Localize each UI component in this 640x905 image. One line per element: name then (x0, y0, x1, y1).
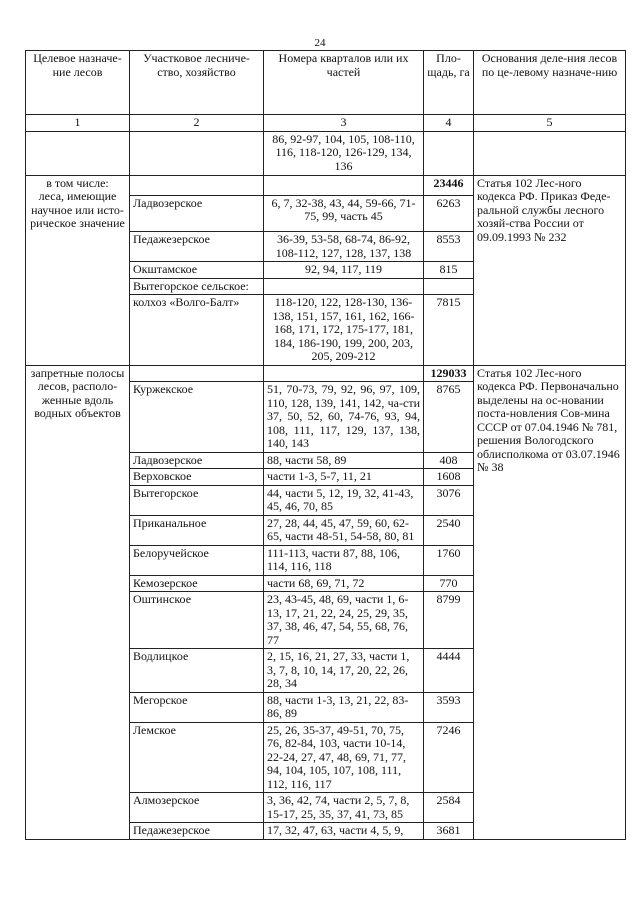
area: 3681 (424, 823, 474, 840)
header-forestry: Участковое лесниче-ство, хозяйство (130, 51, 264, 115)
area: 1608 (424, 469, 474, 486)
column-number: 2 (130, 115, 264, 132)
forestry-name: Белоручейское (130, 545, 264, 575)
column-number: 5 (474, 115, 626, 132)
quarters: 25, 26, 35-37, 49-51, 70, 75, 76, 82-84, 103, части 10-14, 22-24, 27, 47, 48, 69, 71, 77, 94, 104, 105, 107, 108, 111, 112, 116, 117 (264, 722, 424, 793)
quarters: 118-120, 122, 128-130, 136-138, 151, 157, 161, 162, 166-168, 171, 172, 175-177, 181, 184, 186-190, 199, 200, 203, 205, 209-212 (264, 295, 424, 366)
area: 3593 (424, 692, 474, 722)
area: 6263 (424, 195, 474, 231)
header-purpose: Целевое назначе-ние лесов (26, 51, 130, 115)
quarters: 2, 15, 16, 21, 27, 33, части 1, 3, 7, 8, 10, 14, 17, 20, 22, 26, 28, 34 (264, 649, 424, 693)
forestry-name: Вытегорское (130, 485, 264, 515)
area: 815 (424, 262, 474, 279)
section1-purpose: леса, имеющие научное или исто-рическое значение (30, 189, 125, 230)
header-basis: Основания деле-ния лесов по це-левому назначе-нию (474, 51, 626, 115)
area: 408 (424, 452, 474, 469)
column-number: 1 (26, 115, 130, 132)
including-label: в том числе: (46, 175, 109, 190)
forestry-name: Куржекское (130, 382, 264, 453)
area: 2584 (424, 793, 474, 823)
continued-quarters: 86, 92-97, 104, 105, 108-110, 116, 118-120, 126-129, 134, 136 (264, 131, 424, 175)
column-number: 4 (424, 115, 474, 132)
quarters: 111-113, части 87, 88, 106, 114, 116, 118 (264, 545, 424, 575)
quarters: 23, 43-45, 48, 69, части 1, 6-13, 17, 21, 22, 24, 25, 29, 35, 37, 38, 46, 47, 54, 55, 68, 76, 77 (264, 592, 424, 649)
quarters: 44, части 5, 12, 19, 32, 41-43, 45, 46, 70, 85 (264, 485, 424, 515)
forestry-name: Приканальное (130, 515, 264, 545)
forest-purpose-table (25, 50, 626, 840)
area: 4444 (424, 649, 474, 693)
forestry-name: Педажезерское (130, 823, 264, 840)
quarters: 3, 36, 42, 74, части 2, 5, 7, 8, 15-17, 25, 35, 37, 41, 73, 85 (264, 793, 424, 823)
forestry-name: Вытегорское сельское: (130, 278, 264, 295)
area: 8799 (424, 592, 474, 649)
forestry-name: Оштинское (130, 592, 264, 649)
forestry-name: Ладвозерское (130, 452, 264, 469)
section2-total: 129033 (424, 365, 474, 382)
quarters: части 1-3, 5-7, 11, 21 (264, 469, 424, 486)
quarters: 17, 32, 47, 63, части 4, 5, 9, (264, 823, 424, 840)
forestry-name: Алмозерское (130, 793, 264, 823)
column-number: 3 (264, 115, 424, 132)
section1-total-row (26, 175, 626, 195)
quarters: 88, части 1-3, 13, 21, 22, 83-86, 89 (264, 692, 424, 722)
column-number-row (26, 115, 626, 132)
page-number: 24 (314, 37, 326, 49)
forestry-name: Лемское (130, 722, 264, 793)
section2-total-row (26, 365, 626, 382)
header-quarters: Номера кварталов или их частей (264, 51, 424, 115)
area: 7246 (424, 722, 474, 793)
quarters: 92, 94, 117, 119 (264, 262, 424, 279)
area (424, 278, 474, 295)
forestry-name: Окштамское (130, 262, 264, 279)
area: 1760 (424, 545, 474, 575)
quarters: 88, части 58, 89 (264, 452, 424, 469)
forestry-name: колхоз «Волго-Балт» (130, 295, 264, 366)
forestry-name: Ладвозерское (130, 195, 264, 231)
quarters: 36-39, 53-58, 68-74, 86-92, 108-112, 127, 128, 137, 138 (264, 232, 424, 262)
forestry-name: Водлицкое (130, 649, 264, 693)
area: 3076 (424, 485, 474, 515)
section2-purpose: запретные полосы лесов, располо-женные вдоль водных объектов (26, 365, 130, 839)
section2-basis: Статья 102 Лес-ного кодекса РФ. Первоначально выделены на ос-новании поста-новления Сов-мина СССР от 07.04.1946 № 781, решения Вологодского облисполкома от 03.07.1946 № 38 (474, 365, 626, 839)
forestry-name: Кемозерское (130, 575, 264, 592)
forestry-name: Мегорское (130, 692, 264, 722)
forestry-name: Верховское (130, 469, 264, 486)
section1-basis: Статья 102 Лес-ного кодекса РФ. Приказ Феде-ральной службы лесного хозяй-ства России от 09.09.1993 № 232 (474, 175, 626, 365)
forestry-name: Педажезерское (130, 232, 264, 262)
quarters: 51, 70-73, 79, 92, 96, 97, 109, 110, 128, 139, 141, 142, ча-сти 37, 50, 52, 60, 74-76, 93, 94, 108, 111, 117, 129, 137, 138, 140, 143 (264, 382, 424, 453)
area: 770 (424, 575, 474, 592)
area: 7815 (424, 295, 474, 366)
section1-total: 23446 (424, 175, 474, 195)
quarters: 6, 7, 32-38, 43, 44, 59-66, 71-75, 99, часть 45 (264, 195, 424, 231)
area: 2540 (424, 515, 474, 545)
quarters: части 68, 69, 71, 72 (264, 575, 424, 592)
header-row (26, 51, 626, 115)
quarters (264, 278, 424, 295)
continuation-row (26, 131, 626, 175)
header-area: Пло-щадь, га (424, 51, 474, 115)
quarters: 27, 28, 44, 45, 47, 59, 60, 62-65, части 48-51, 54-58, 80, 81 (264, 515, 424, 545)
area: 8553 (424, 232, 474, 262)
area: 8765 (424, 382, 474, 453)
